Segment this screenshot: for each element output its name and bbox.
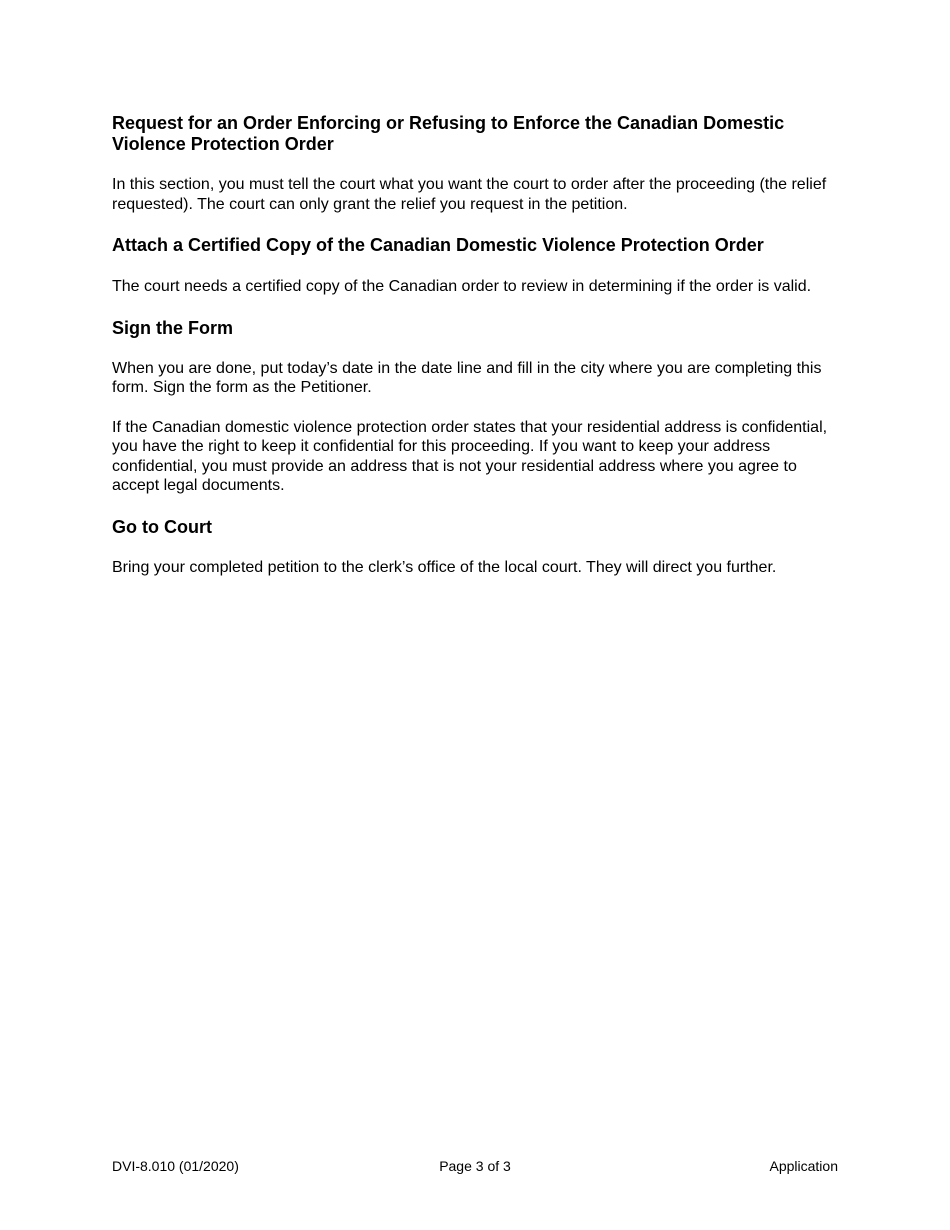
section-paragraph-sign-form-confidential: If the Canadian domestic violence protection order states that your residential address is confidential, you have the right to keep it confidential for this proceeding. If you want to keep your address confidential, you must provide an address that is not your residential address where you agree to accept legal documents. — [112, 418, 828, 494]
document-body — [112, 113, 842, 577]
footer-page-number: Page 3 of 3 — [439, 1158, 511, 1174]
section-heading-sign-form: Sign the Form — [112, 317, 233, 338]
section-paragraph-attach-certified-copy: The court needs a certified copy of the Canadian order to review in determining if the order is valid. — [112, 278, 812, 295]
footer-document-type: Application — [769, 1158, 838, 1174]
section-heading-request-order: Request for an Order Enforcing or Refusing to Enforce the Canadian Domestic Violence Protection Order — [112, 113, 785, 154]
section-paragraph-sign-form-date: When you are done, put today’s date in the date line and fill in the city where you are completing this form. Sign the form as the Petitioner. — [112, 359, 822, 396]
section-paragraph-request-order: In this section, you must tell the court what you want the court to order after the proceeding (the relief requested). The court can only grant the relief you request in the petition. — [112, 176, 827, 213]
section-paragraph-go-to-court: Bring your completed petition to the clerk’s office of the local court. They will direct you further. — [112, 558, 777, 576]
footer-form-number: DVI-8.010 (01/2020) — [112, 1158, 239, 1174]
page-footer — [112, 1158, 838, 1176]
section-heading-go-to-court: Go to Court — [112, 516, 212, 537]
section-heading-attach-certified-copy: Attach a Certified Copy of the Canadian Domestic Violence Protection Order — [112, 235, 764, 255]
